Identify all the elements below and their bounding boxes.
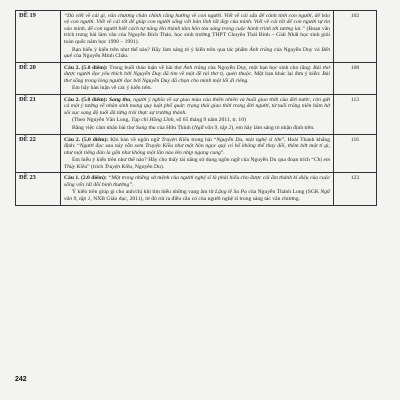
table-row	[16, 94, 377, 134]
text-run: Câu 1. (2.0 điểm):	[64, 175, 107, 182]
exam-label: ĐỀ 22	[16, 134, 61, 173]
question-paragraph	[64, 125, 330, 132]
text-run: Bằng việc cảm nhận bài thơ	[72, 124, 136, 131]
text-run: Sang thu	[109, 96, 131, 103]
text-run: của Nguyễn Duy và	[272, 46, 322, 53]
text-run: Nguyễn Du, một nghệ sĩ lớn	[216, 136, 282, 143]
text-run: của Hữu Thỉnh (	[155, 124, 194, 131]
text-run: ”, Hoài Thanh khẳng định: “	[64, 136, 330, 150]
text-run: ,	[130, 96, 134, 103]
table-row	[16, 62, 377, 94]
text-run: của Nguyễn Thành Long (SGK	[246, 189, 321, 196]
exam-index-table	[15, 10, 377, 206]
text-run: Người đọc sau này vẫn xem Truyện Kiều như một hòn ngọc quý có bổ không thể thay đổi, thêm bớt một tí gì, như một tiếng đàn la gốn như không một lần nào lên nhịp ngang cung	[64, 143, 330, 156]
table-row	[16, 134, 377, 173]
text-run: Em hiểu ý kiến trên như thế nào? Hãy cho thấy tài năng sử dụng ngôn ngữ của Nguyễn Du qua đoạn trích “	[72, 157, 314, 164]
text-run: Một bạn khác lại đưa ý kiến:	[252, 71, 323, 78]
text-run: của Nguyễn Minh Châu.	[72, 53, 129, 60]
table-body	[16, 11, 377, 206]
exam-question	[61, 11, 334, 63]
text-run: Em hãy bàn luận về các ý kiến trên.	[72, 85, 152, 92]
text-run: , Nguyễn Du).	[132, 163, 165, 170]
text-run: ” (trích	[87, 163, 105, 170]
text-run: Trong buổi thảo luận về bài thơ	[107, 64, 184, 71]
text-run: (Đoạn văn trích trong bài làm văn của Nguyễn Bích Thảo, học sinh trường THPT Chuyên Thái Bình – Giải Nhất học sinh giỏi toàn quốc năm học 1990 – 1991).	[64, 25, 330, 45]
text-run: ), em hãy làm sáng tỏ nhận định trên.	[231, 124, 315, 131]
exam-question	[61, 134, 334, 173]
text-run: Chị em Thúy Kiều	[64, 157, 330, 170]
exam-question	[61, 173, 334, 205]
text-run: ”.	[220, 149, 225, 156]
exam-question	[61, 94, 334, 134]
text-run: Sang thu	[135, 124, 156, 131]
question-paragraph	[64, 117, 330, 124]
text-run: trong bài “	[189, 136, 217, 143]
text-run: “Một trong những sở mệnh của người nghệ sĩ là phải hiểu cho được cái ẩm thành kỉ diệu của cuộc sống vốn rất đỗi bình thường”.	[64, 175, 330, 188]
text-run: Bến quê	[64, 46, 331, 60]
page-reference: 123	[334, 173, 377, 205]
question-paragraph	[64, 97, 330, 117]
text-run: (Theo Nguyễn Văn Long,	[72, 117, 132, 124]
text-run: Ngữ văn 9, tập 2	[193, 124, 232, 131]
question-paragraph	[64, 47, 330, 60]
question-paragraph	[64, 175, 330, 188]
exam-label: ĐỀ 20	[16, 62, 61, 94]
text-run: , số 65 tháng 9 năm 2011, tr. 10)	[173, 117, 246, 124]
question-paragraph	[64, 85, 330, 92]
text-run: Ánh trăng	[249, 46, 273, 53]
question-paragraph	[64, 13, 330, 46]
text-run: Tạp chí Hồng Lĩnh	[131, 117, 174, 124]
text-run: Ý kiến trên giúp gì cho anh/chị khi tìm hiểu những vang âm từ	[72, 189, 215, 196]
text-run: Khi bàn về ngôn ngữ	[108, 136, 162, 143]
exam-question	[61, 62, 334, 94]
page-number: 242	[15, 376, 27, 383]
exam-label: ĐỀ 21	[16, 94, 61, 134]
text-run: Lặng lẽ Sa Pa	[215, 189, 247, 196]
page-reference: 102	[334, 11, 377, 63]
table-row	[16, 173, 377, 205]
exam-label: ĐỀ 23	[16, 173, 61, 205]
text-run: Câu 2. (5.0 điểm):	[64, 136, 109, 143]
text-run: người ý nghĩa về sự giao mùa của thiên nhiên và buổi giao thời của đời nước, còn gửi cả một ý tưởng về nhân sinh mang quy luật phổ quát: trạng thái giao thời trong đời người, từ tuổi trăng niên hăm hở sôi sục sang độ tuổi đã từng trải thực sự trưởng thành.	[64, 96, 330, 116]
question-paragraph	[64, 137, 330, 157]
exam-label: ĐỀ 19	[16, 11, 61, 63]
question-paragraph	[64, 157, 330, 170]
text-run: “Dù viết về cái gì, văn chương chân chính cũng hướng về con người. Viết về cái sấu để cảnh tỉnh con người, để bảo vệ con người. Viết về cái tốt để giúp con người sống với bản lĩnh tốt đẹp của mình. Viết về cái tốt để con người tự tin vào mình, để con người biết cách tự nâng lên thành tâm hồn tỏa sáng trong cuộc hành trình tới tương lai.”	[64, 12, 330, 32]
text-run: của Nguyễn Duy, một bạn học sinh cho rằng:	[206, 64, 314, 71]
table-row	[16, 11, 377, 63]
question-paragraph	[64, 189, 330, 202]
text-run: Truyện Kiều	[161, 136, 190, 143]
text-run: Câu 2. (5.0 điểm):	[64, 64, 108, 71]
text-run: Ngữ văn 9, tập 1	[64, 189, 330, 202]
text-run: , NXB Giáo dục, 2011), từ đó rút ra điều cần có của người nghệ sĩ trong sáng tác văn chương.	[90, 195, 301, 202]
question-paragraph	[64, 65, 330, 85]
text-run: Bạn hiểu ý kiến trên như thế nào? Hãy làm sáng tỏ ý kiến trên qua tác phẩm	[72, 46, 250, 53]
page-reference: 113	[334, 94, 377, 134]
page-reference: 108	[334, 62, 377, 94]
text-run: Ánh trăng	[183, 64, 207, 71]
text-run: Bài thơ được người đọc yêu thích bởi Nguyễn Duy đã tìm về một đề tài thơ tị, quen thuộc.	[64, 64, 330, 78]
text-run: Câu 2. (5.0 điểm):	[64, 96, 108, 103]
text-run: Truyện Kiều	[104, 163, 133, 170]
text-run: Bài thơ sống trong lòng người đọc bởi Nguyễn Duy đã chọn cho mình một lối đi riêng.	[64, 71, 330, 84]
page-reference: 116	[334, 134, 377, 173]
